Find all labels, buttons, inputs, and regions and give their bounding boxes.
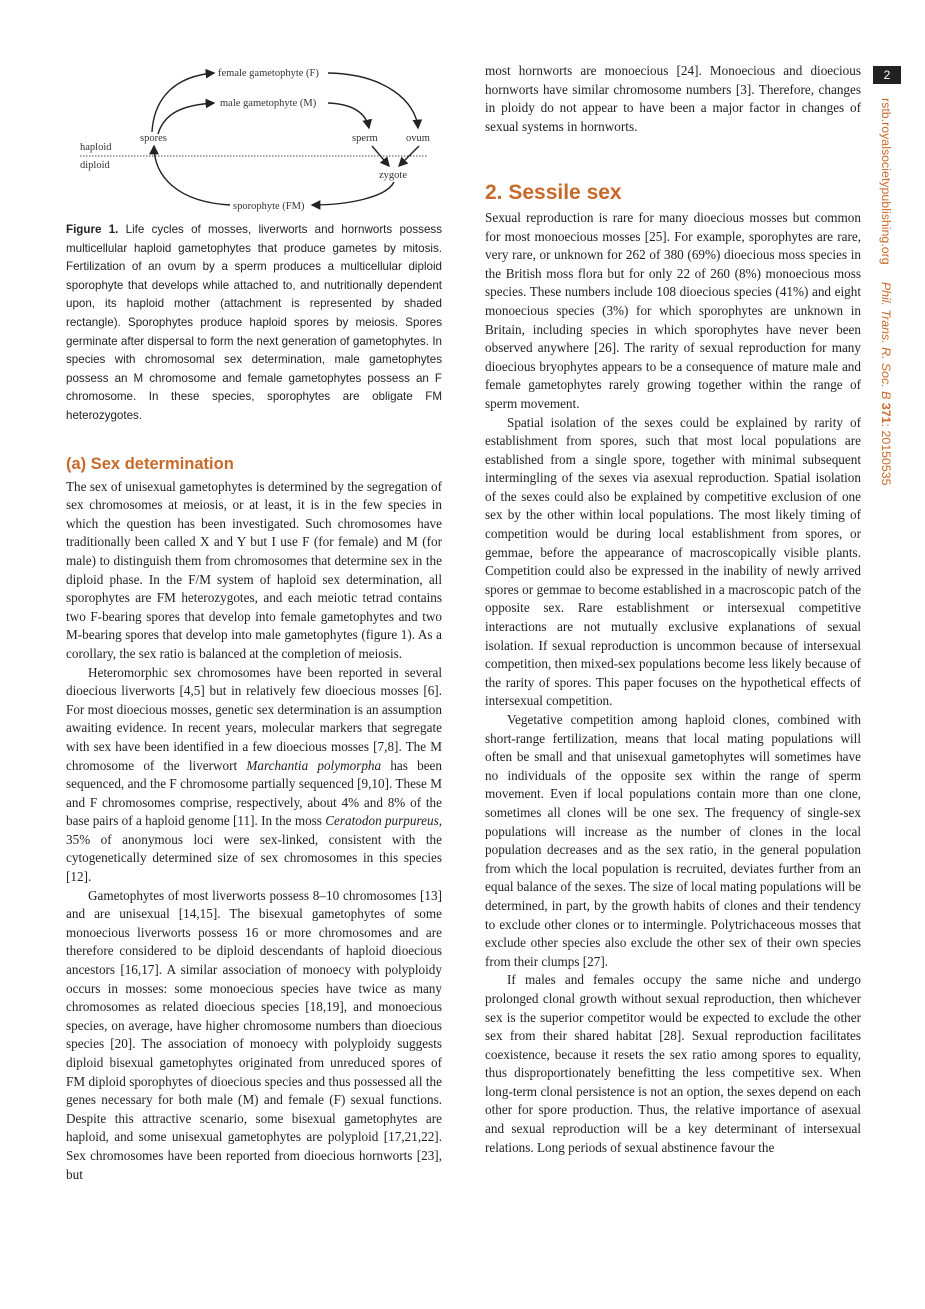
right-paragraph-2: Spatial isolation of the sexes could be explained by rarity of establishment from spores, such that most local populations are established from a single spore, together with minimal subsequent intermingling of the sexes via asexual reproduction. Spatial isolation of the sexes could also be explained by competitive exclusion of one sex by the other within local populations. The most likely timing of competition would be during local establishment from spores, or gemmae, before the appearance of macroscopically visible plants. Competition could also be expressed in the inability of newly arrived spores or gemmae to become established in a macroscopic patch of the opposite sex. Rare establishment or intersexual competitive interactions are not mutually exclusive explanations of sexual isolation. If sexual reproduction is uncommon because of intersexual competition, then mixed-sex populations become less likely because of the rarity of spores. This paper focuses on the hypothetical effects of intersexual competition. — [485, 414, 861, 709]
heading-sex-determination: (a) Sex determination — [66, 455, 234, 473]
heading-sessile-sex: 2. Sessile sex — [485, 181, 622, 205]
arrow-spores-to-male — [158, 103, 214, 134]
arrow-sporophyte-to-spores — [154, 146, 230, 205]
right-column — [485, 62, 861, 1157]
right-paragraph-0: most hornworts are monoecious [24]. Monoecious and dioecious hornworts have similar chromosome numbers [3]. Therefore, changes in ploidy do not appear to have been a major factor in changes of sexual systems in hornworts. — [485, 63, 861, 134]
label-ovum: ovum — [406, 133, 430, 144]
citation-journal: Phil. Trans. R. Soc. B — [879, 281, 893, 400]
caption-text: Life cycles of mosses, liverworts and hornworts possess multicellular haploid gametophytes that produce gametes by mitosis. Fertilization of an ovum by a sperm produces a multicellular diploid sporophyte that develops while attached to, and nutritionally dependent upon, its haploid mother (attachment is represented by shaded rectangle). Sporophytes produce haploid spores by meiosis. Spores germinate after dispersal to form the next generation of gametophytes. In species with chromosomal sex determination, male gametophytes possess an M chromosome and female gametophytes possess an F chromosome. In these species, sporophytes are obligate FM heterozygotes. — [66, 223, 442, 422]
left-paragraph-1: The sex of unisexual gametophytes is determined by the segregation of sex chromosomes at meiosis, or at least, it is in the few species in which the question has been investigated. Such chromosomes have traditionally been called X and Y but I use F (for female) and M (for male) to distinguish them from chromosomes that determine sex in the diploid phase. In the F/M system of haploid sex determination, all sporophytes are FM heterozygotes, and each meiotic tetrad contains two F-bearing spores that develop into female gametophytes and two M-bearing spores that develop into male gametophytes (figure 1). As a corollary, the sex ratio is balanced at the completion of meiosis. — [66, 478, 442, 661]
label-male-gametophyte: male gametophyte (M) — [220, 98, 317, 109]
arrow-male-to-sperm — [328, 103, 369, 128]
left-column — [66, 455, 442, 1184]
citation-id: : 20150535 — [879, 423, 893, 486]
right-paragraph-3: Vegetative competition among haploid clones, combined with short-range fertilization, means that local mating populations will often be small and that unisexual gametophytes will sometimes have no individuals of the opposite sex within the range of sperm movement. Even if local populations contain more than one clone, sometimes all clones will be one sex. The frequency of single-sex populations will increase as the number of clones in the local population decreases and as the sex ratio, in the general population from which the local population is recruited, deviates further from an equal balance of the sexes. The size of local mating populations will be determined, in part, by the growth habits of clones and their tendency to exclude other clones or to intermingle. Polytrichaceous mosses that exclude other species also exclude the other sex of their own species from their clumps [27]. — [485, 712, 861, 969]
life-cycle-diagram — [66, 62, 446, 212]
caption-label: Figure 1. — [66, 223, 119, 236]
arrow-female-to-ovum — [328, 73, 418, 128]
label-sperm: sperm — [352, 133, 378, 144]
figure-caption — [66, 221, 442, 426]
journal-url-link[interactable]: rstb.royalsocietypublishing.org — [879, 98, 893, 265]
species-name: Marchantia polymorpha — [246, 757, 382, 773]
species-name: Ceratodon purpureus — [325, 813, 439, 829]
arrow-zygote-to-sporophyte — [312, 182, 394, 205]
label-haploid: haploid — [80, 142, 112, 153]
right-paragraph-1: Sexual reproduction is rare for many dioecious mosses but common for most monoecious mosses [25]. For example, sporophytes are rare, very rare, or unknown for 262 of 380 (69%) dioecious moss species in the British moss flora but for only 22 of 260 (8%) monoecious moss species. These numbers include 108 dioecious species (41%) and eight monoecious species (3%) for which sporophytes are unknown in Britain, including species in which sporophytes have never been observed anywhere [26]. The rarity of sexual reproduction for many dioecious bryophytes appears to be a consequence of mature male and female gametophytes rarely growing together within the range of sperm movement. — [485, 209, 861, 411]
label-female-gametophyte: female gametophyte (F) — [218, 68, 319, 79]
right-paragraph-4: If males and females occupy the same niche and undergo prolonged clonal growth without sexual reproduction, then whichever sex is the superior competitor would be expected to exclude the other sex from their shared habitat [28]. Sexual reproduction facilitates coexistence, because it resets the sex ratio among spores to equality, thus disproportionately benefitting the less competitive sex. When long-term clonal persistence is not an option, the sexes depend on each other for spore production. Thus, the relative importance of asexual and sexual reproduction will be a key determinant of intersexual relations. Long periods of sexual abstinence favour the — [485, 972, 861, 1155]
label-sporophyte: sporophyte (FM) — [233, 201, 305, 212]
journal-sidebar — [879, 98, 897, 486]
arrow-spores-to-female — [152, 73, 214, 132]
label-spores: spores — [140, 133, 167, 144]
left-paragraph-3: Gametophytes of most liverworts possess 8–10 chromosomes [13] and are unisexual [14,15]. The bisexual gametophytes of some monoecious liverworts possess 16 or more chromosomes and are therefore considered to be diploid descendants of haploid dioecious ancestors [16,17]. A similar association of monoecy with polyploidy occurs in mosses: some monoecious species have twice as many chromosomes as related dioecious species [18,19], and monoecious species, on average, have higher chromosome numbers than dioecious species [20]. The association of monoecy with polyploidy suggests diploid bisexual gametophytes originated from unreduced spores of FM diploid sporophytes of dioecious species and thus possessed all the genes necessary for both male (M) and female (F) sexual functions. Despite this attractive scenario, some bisexual gametophytes are haploid, and some unisexual gametophytes are polyploid [17,21,22]. Sex chromosomes have been reported from dioecious hornworts [23], but — [66, 887, 442, 1182]
citation-volume: 371 — [879, 402, 893, 424]
label-zygote: zygote — [379, 170, 407, 181]
label-diploid: diploid — [80, 160, 110, 171]
page-number: 2 — [873, 66, 901, 84]
left-paragraph-2: Heteromorphic sex chromosomes have been reported in several dioecious liverworts [4,5] but in relatively few dioecious mosses [6]. For most dioecious mosses, genetic sex determination is an assumption awaiting evidence. In recent years, molecular markers that segregate with sex have been identified in a few dioecious mosses [7,8]. The M chromosome of the liverwort Marchantia polymorpha has been sequenced, and the F chromosome partially sequenced [9,10]. These M and F chromosomes comprise, respectively, about 4% and 8% of the base pairs of a haploid genome [11]. In the moss Ceratodon purpureus, 35% of anonymous loci were sex-linked, consistent with the cytogenetically determined size of sex chromosomes in this species [12]. — [66, 664, 442, 885]
